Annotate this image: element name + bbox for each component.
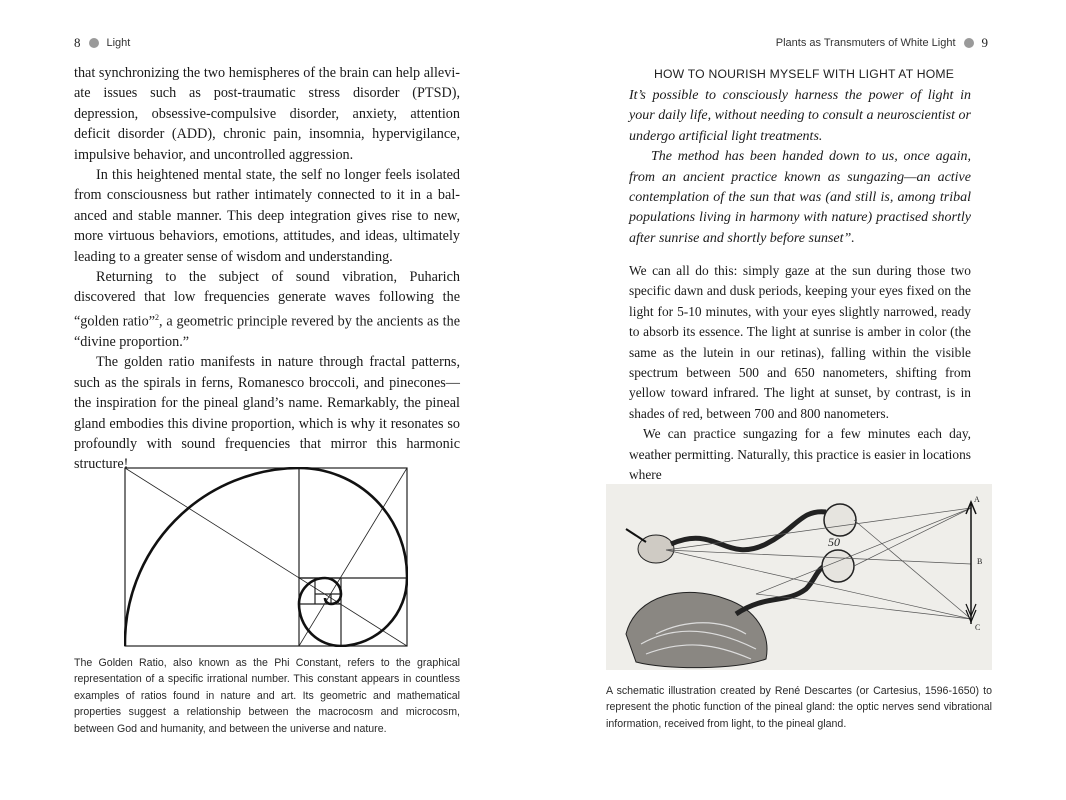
- golden-ratio-figure: [124, 467, 408, 647]
- diagonal-line: [299, 468, 407, 646]
- left-running-head: [74, 35, 130, 51]
- golden-ratio-caption: The Golden Ratio, also known as the Phi Constant, refers to the graphical representation of a specific irrational number. This constant appears in countless examples of ratios found in nature and art. Its geometric and mathematical properties suggest a relationship between the macrocosm and microcosm, between God and humanity, and between the universe and nature.: [74, 657, 460, 735]
- bullet-dot-icon: [89, 38, 99, 48]
- figure-label-c: C: [975, 623, 981, 632]
- paragraph-puharich: [74, 267, 460, 352]
- paragraph: We can all do this: simply gaze at the sun during those two specific dawn and dusk periods, keeping your eyes fixed on the light for 5-10 minutes, with your eyes slightly narrowed, ready to absorb its essence. The light at sunrise is amber in color (the same as the lutein in our retinas), falling within the visible spectrum between 500 and 650 nanometers, shifting from yellow toward infrared. The light at sunset, by contrast, is in shades of red, between 700 and 800 nanometers.: [629, 263, 971, 421]
- quote-paragraph: The method has been handed down to us, once again, from an ancient practice known as sungazing—an active contemplation of the sun that was (and still is, among tribal populations living in harmony with nature) practised shortly after sunrise and shortly before sunset”.: [629, 149, 971, 246]
- left-body-text: [74, 63, 460, 475]
- page-number-right: 9: [981, 35, 988, 50]
- italic-quote: [629, 86, 971, 249]
- figure-label-a: A: [974, 495, 980, 504]
- right-running-head: [776, 35, 988, 51]
- quote-paragraph: It’s possible to consciously harness the power of light in your daily life, without needing to consult a neuroscientist or undergo artificial light treatments.: [629, 88, 971, 144]
- right-section-title: Plants as Transmuters of White Light: [775, 37, 956, 49]
- section-heading: HOW TO NOURISH MYSELF WITH LIGHT AT HOME: [654, 67, 955, 81]
- paragraph: The golden ratio manifests in nature through fractal patterns, such as the spirals in ferns, Romanesco broccoli, and pinecones—the inspiration for the pineal gland’s name. Remarkably, the pineal gland embodies this divine proportion, which is why it resonates so profoundly with sound frequencies that mirror this harmonic structure!: [74, 354, 460, 473]
- figure-label-b: B: [977, 557, 983, 566]
- descartes-illustration: [606, 484, 992, 670]
- paragraph: that synchronizing the two hemispheres of the brain can help alleviate issues such as post-traumatic stress disorder (PTSD), depression, obsessive-compulsive disorder, anxiety, attention deficit disorder (ADD), chronic pain, insomnia, hypervigilance, impulsive behavior, and uncontrolled aggression.: [74, 65, 460, 163]
- bullet-dot-icon: [964, 38, 974, 48]
- paragraph: In this heightened mental state, the self no longer feels isolated from consciousness but rather intimately connected to it in a balanced and stable manner. This deep integration gives rise to new, more virtuous behaviors, emotions, attitudes, and ideas, ultimately leading to a greater sense of wisdom and understanding.: [74, 167, 460, 265]
- diagonal-line: [125, 468, 407, 646]
- descartes-caption: A schematic illustration created by René Descartes (or Cartesius, 1596-1650) to represent the photic function of the pineal gland: the optic nerves send vibrational information, received from light, to the pineal gland.: [606, 685, 992, 730]
- paragraph: We can practice sungazing for a few minutes each day, weather permitting. Naturally, this practice is easier in locations where: [629, 426, 971, 483]
- right-body-text: [629, 261, 971, 485]
- footnote-ref: 2: [155, 312, 160, 322]
- paragraph-text: , a geometric principle revered by the ancients as the “divine proportion.”: [74, 313, 460, 351]
- figure-label-50: 50: [828, 535, 840, 549]
- eye-shape: [824, 504, 856, 536]
- left-section-title: Light: [106, 37, 131, 49]
- paragraph-text: Returning to the subject of sound vibration, Puharich discovered that low frequencies generate waves following the “golden ratio”: [74, 269, 460, 330]
- page-number-left: 8: [74, 35, 81, 50]
